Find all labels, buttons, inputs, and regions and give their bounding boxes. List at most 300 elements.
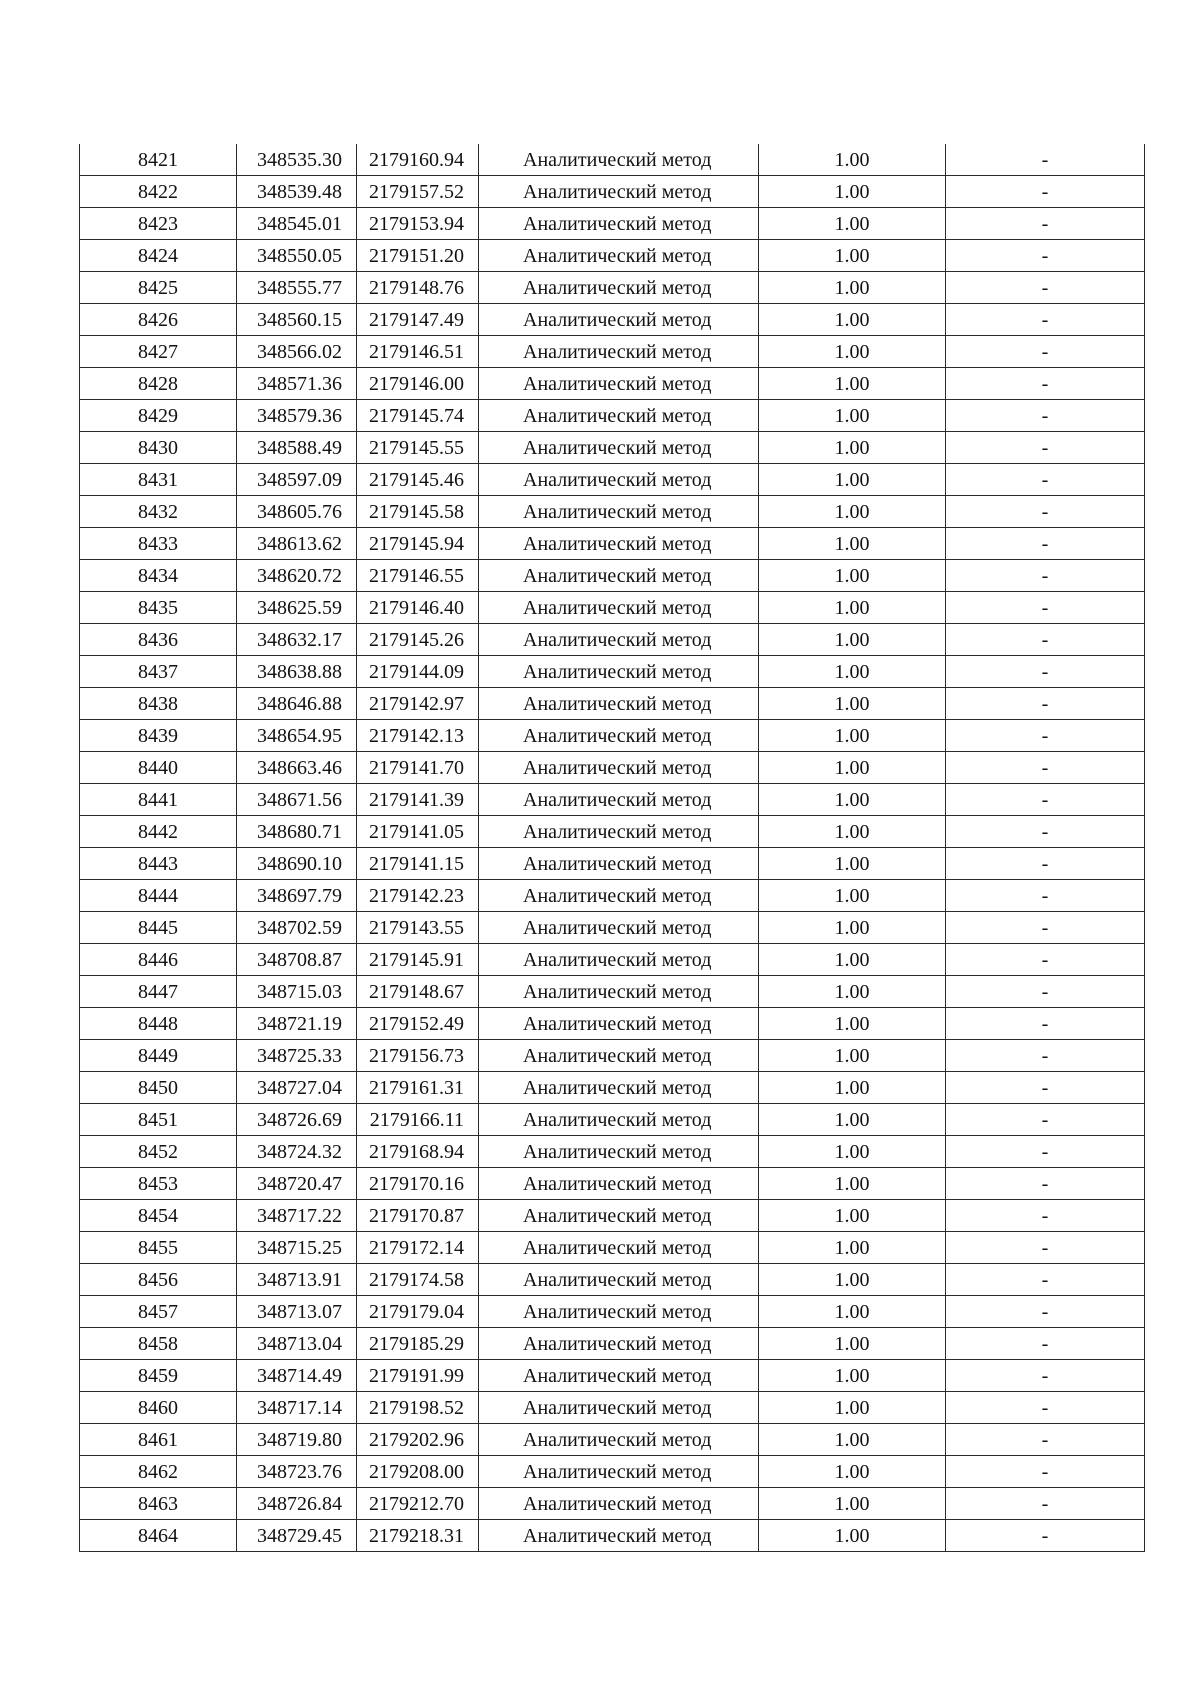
x-coordinate-cell: 348625.59 xyxy=(237,592,357,624)
x-coordinate-cell: 348727.04 xyxy=(237,1072,357,1104)
x-coordinate-cell: 348713.04 xyxy=(237,1328,357,1360)
note-cell: - xyxy=(946,1136,1145,1168)
x-coordinate-cell: 348620.72 xyxy=(237,560,357,592)
accuracy-cell: 1.00 xyxy=(759,720,946,752)
y-coordinate-cell: 2179142.97 xyxy=(357,688,479,720)
x-coordinate-cell: 348697.79 xyxy=(237,880,357,912)
table-row xyxy=(80,528,1145,560)
note-cell: - xyxy=(946,560,1145,592)
note-cell: - xyxy=(946,1488,1145,1520)
method-cell: Аналитический метод xyxy=(479,560,759,592)
note-cell: - xyxy=(946,1328,1145,1360)
y-coordinate-cell: 2179174.58 xyxy=(357,1264,479,1296)
accuracy-cell: 1.00 xyxy=(759,1136,946,1168)
point-number-cell: 8442 xyxy=(80,816,237,848)
method-cell: Аналитический метод xyxy=(479,1072,759,1104)
table-row xyxy=(80,1168,1145,1200)
method-cell: Аналитический метод xyxy=(479,1424,759,1456)
table-row xyxy=(80,784,1145,816)
method-cell: Аналитический метод xyxy=(479,816,759,848)
point-number-cell: 8426 xyxy=(80,304,237,336)
x-coordinate-cell: 348535.30 xyxy=(237,144,357,176)
method-cell: Аналитический метод xyxy=(479,400,759,432)
point-number-cell: 8422 xyxy=(80,176,237,208)
method-cell: Аналитический метод xyxy=(479,1296,759,1328)
y-coordinate-cell: 2179147.49 xyxy=(357,304,479,336)
y-coordinate-cell: 2179148.76 xyxy=(357,272,479,304)
note-cell: - xyxy=(946,944,1145,976)
method-cell: Аналитический метод xyxy=(479,752,759,784)
table-row xyxy=(80,656,1145,688)
point-number-cell: 8459 xyxy=(80,1360,237,1392)
table-row xyxy=(80,1008,1145,1040)
y-coordinate-cell: 2179191.99 xyxy=(357,1360,479,1392)
x-coordinate-cell: 348726.69 xyxy=(237,1104,357,1136)
point-number-cell: 8453 xyxy=(80,1168,237,1200)
y-coordinate-cell: 2179151.20 xyxy=(357,240,479,272)
point-number-cell: 8447 xyxy=(80,976,237,1008)
accuracy-cell: 1.00 xyxy=(759,1040,946,1072)
x-coordinate-cell: 348588.49 xyxy=(237,432,357,464)
table-row xyxy=(80,208,1145,240)
accuracy-cell: 1.00 xyxy=(759,528,946,560)
accuracy-cell: 1.00 xyxy=(759,1424,946,1456)
point-number-cell: 8432 xyxy=(80,496,237,528)
accuracy-cell: 1.00 xyxy=(759,1104,946,1136)
note-cell: - xyxy=(946,1232,1145,1264)
note-cell: - xyxy=(946,1264,1145,1296)
x-coordinate-cell: 348671.56 xyxy=(237,784,357,816)
method-cell: Аналитический метод xyxy=(479,1264,759,1296)
y-coordinate-cell: 2179148.67 xyxy=(357,976,479,1008)
note-cell: - xyxy=(946,624,1145,656)
accuracy-cell: 1.00 xyxy=(759,1360,946,1392)
y-coordinate-cell: 2179160.94 xyxy=(357,144,479,176)
y-coordinate-cell: 2179146.55 xyxy=(357,560,479,592)
accuracy-cell: 1.00 xyxy=(759,912,946,944)
point-number-cell: 8429 xyxy=(80,400,237,432)
y-coordinate-cell: 2179145.46 xyxy=(357,464,479,496)
x-coordinate-cell: 348720.47 xyxy=(237,1168,357,1200)
method-cell: Аналитический метод xyxy=(479,1008,759,1040)
point-number-cell: 8435 xyxy=(80,592,237,624)
method-cell: Аналитический метод xyxy=(479,176,759,208)
method-cell: Аналитический метод xyxy=(479,272,759,304)
x-coordinate-cell: 348680.71 xyxy=(237,816,357,848)
x-coordinate-cell: 348550.05 xyxy=(237,240,357,272)
y-coordinate-cell: 2179145.94 xyxy=(357,528,479,560)
note-cell: - xyxy=(946,1200,1145,1232)
accuracy-cell: 1.00 xyxy=(759,560,946,592)
x-coordinate-cell: 348725.33 xyxy=(237,1040,357,1072)
table-row xyxy=(80,1328,1145,1360)
y-coordinate-cell: 2179157.52 xyxy=(357,176,479,208)
method-cell: Аналитический метод xyxy=(479,784,759,816)
accuracy-cell: 1.00 xyxy=(759,1072,946,1104)
note-cell: - xyxy=(946,144,1145,176)
coordinates-table xyxy=(79,144,1145,1552)
x-coordinate-cell: 348708.87 xyxy=(237,944,357,976)
method-cell: Аналитический метод xyxy=(479,688,759,720)
note-cell: - xyxy=(946,304,1145,336)
x-coordinate-cell: 348721.19 xyxy=(237,1008,357,1040)
method-cell: Аналитический метод xyxy=(479,976,759,1008)
y-coordinate-cell: 2179202.96 xyxy=(357,1424,479,1456)
note-cell: - xyxy=(946,1104,1145,1136)
accuracy-cell: 1.00 xyxy=(759,1392,946,1424)
table-row xyxy=(80,272,1145,304)
y-coordinate-cell: 2179161.31 xyxy=(357,1072,479,1104)
y-coordinate-cell: 2179145.58 xyxy=(357,496,479,528)
method-cell: Аналитический метод xyxy=(479,1040,759,1072)
point-number-cell: 8427 xyxy=(80,336,237,368)
x-coordinate-cell: 348726.84 xyxy=(237,1488,357,1520)
method-cell: Аналитический метод xyxy=(479,656,759,688)
method-cell: Аналитический метод xyxy=(479,528,759,560)
method-cell: Аналитический метод xyxy=(479,624,759,656)
accuracy-cell: 1.00 xyxy=(759,1008,946,1040)
point-number-cell: 8448 xyxy=(80,1008,237,1040)
y-coordinate-cell: 2179185.29 xyxy=(357,1328,479,1360)
accuracy-cell: 1.00 xyxy=(759,1520,946,1552)
point-number-cell: 8440 xyxy=(80,752,237,784)
point-number-cell: 8430 xyxy=(80,432,237,464)
method-cell: Аналитический метод xyxy=(479,1136,759,1168)
method-cell: Аналитический метод xyxy=(479,304,759,336)
accuracy-cell: 1.00 xyxy=(759,336,946,368)
table-row xyxy=(80,496,1145,528)
x-coordinate-cell: 348560.15 xyxy=(237,304,357,336)
x-coordinate-cell: 348597.09 xyxy=(237,464,357,496)
table-row xyxy=(80,1360,1145,1392)
accuracy-cell: 1.00 xyxy=(759,240,946,272)
table-row xyxy=(80,336,1145,368)
accuracy-cell: 1.00 xyxy=(759,1168,946,1200)
y-coordinate-cell: 2179179.04 xyxy=(357,1296,479,1328)
x-coordinate-cell: 348713.07 xyxy=(237,1296,357,1328)
y-coordinate-cell: 2179141.39 xyxy=(357,784,479,816)
accuracy-cell: 1.00 xyxy=(759,432,946,464)
x-coordinate-cell: 348715.03 xyxy=(237,976,357,1008)
table-row xyxy=(80,368,1145,400)
x-coordinate-cell: 348715.25 xyxy=(237,1232,357,1264)
table-row xyxy=(80,176,1145,208)
table-row xyxy=(80,432,1145,464)
method-cell: Аналитический метод xyxy=(479,1360,759,1392)
x-coordinate-cell: 348566.02 xyxy=(237,336,357,368)
accuracy-cell: 1.00 xyxy=(759,496,946,528)
note-cell: - xyxy=(946,1424,1145,1456)
point-number-cell: 8446 xyxy=(80,944,237,976)
method-cell: Аналитический метод xyxy=(479,496,759,528)
accuracy-cell: 1.00 xyxy=(759,688,946,720)
method-cell: Аналитический метод xyxy=(479,144,759,176)
y-coordinate-cell: 2179141.15 xyxy=(357,848,479,880)
note-cell: - xyxy=(946,208,1145,240)
point-number-cell: 8463 xyxy=(80,1488,237,1520)
table-row xyxy=(80,976,1145,1008)
note-cell: - xyxy=(946,432,1145,464)
accuracy-cell: 1.00 xyxy=(759,1264,946,1296)
method-cell: Аналитический метод xyxy=(479,592,759,624)
method-cell: Аналитический метод xyxy=(479,944,759,976)
table-row xyxy=(80,1264,1145,1296)
x-coordinate-cell: 348723.76 xyxy=(237,1456,357,1488)
method-cell: Аналитический метод xyxy=(479,464,759,496)
y-coordinate-cell: 2179156.73 xyxy=(357,1040,479,1072)
note-cell: - xyxy=(946,1040,1145,1072)
note-cell: - xyxy=(946,1296,1145,1328)
accuracy-cell: 1.00 xyxy=(759,208,946,240)
y-coordinate-cell: 2179142.23 xyxy=(357,880,479,912)
method-cell: Аналитический метод xyxy=(479,1392,759,1424)
method-cell: Аналитический метод xyxy=(479,208,759,240)
method-cell: Аналитический метод xyxy=(479,240,759,272)
accuracy-cell: 1.00 xyxy=(759,368,946,400)
point-number-cell: 8444 xyxy=(80,880,237,912)
method-cell: Аналитический метод xyxy=(479,1328,759,1360)
note-cell: - xyxy=(946,240,1145,272)
method-cell: Аналитический метод xyxy=(479,1168,759,1200)
point-number-cell: 8457 xyxy=(80,1296,237,1328)
method-cell: Аналитический метод xyxy=(479,336,759,368)
method-cell: Аналитический метод xyxy=(479,1456,759,1488)
accuracy-cell: 1.00 xyxy=(759,592,946,624)
note-cell: - xyxy=(946,848,1145,880)
table-row xyxy=(80,144,1145,176)
table-row xyxy=(80,1488,1145,1520)
method-cell: Аналитический метод xyxy=(479,880,759,912)
note-cell: - xyxy=(946,688,1145,720)
x-coordinate-cell: 348719.80 xyxy=(237,1424,357,1456)
y-coordinate-cell: 2179170.87 xyxy=(357,1200,479,1232)
method-cell: Аналитический метод xyxy=(479,1520,759,1552)
point-number-cell: 8451 xyxy=(80,1104,237,1136)
x-coordinate-cell: 348713.91 xyxy=(237,1264,357,1296)
method-cell: Аналитический метод xyxy=(479,1232,759,1264)
y-coordinate-cell: 2179143.55 xyxy=(357,912,479,944)
table-row xyxy=(80,240,1145,272)
accuracy-cell: 1.00 xyxy=(759,144,946,176)
note-cell: - xyxy=(946,272,1145,304)
y-coordinate-cell: 2179146.40 xyxy=(357,592,479,624)
y-coordinate-cell: 2179166.11 xyxy=(357,1104,479,1136)
note-cell: - xyxy=(946,464,1145,496)
y-coordinate-cell: 2179168.94 xyxy=(357,1136,479,1168)
x-coordinate-cell: 348690.10 xyxy=(237,848,357,880)
table-row xyxy=(80,848,1145,880)
point-number-cell: 8461 xyxy=(80,1424,237,1456)
note-cell: - xyxy=(946,1072,1145,1104)
x-coordinate-cell: 348613.62 xyxy=(237,528,357,560)
x-coordinate-cell: 348605.76 xyxy=(237,496,357,528)
point-number-cell: 8421 xyxy=(80,144,237,176)
note-cell: - xyxy=(946,880,1145,912)
point-number-cell: 8436 xyxy=(80,624,237,656)
table-row xyxy=(80,1136,1145,1168)
accuracy-cell: 1.00 xyxy=(759,400,946,432)
x-coordinate-cell: 348714.49 xyxy=(237,1360,357,1392)
x-coordinate-cell: 348646.88 xyxy=(237,688,357,720)
note-cell: - xyxy=(946,1008,1145,1040)
x-coordinate-cell: 348654.95 xyxy=(237,720,357,752)
note-cell: - xyxy=(946,336,1145,368)
x-coordinate-cell: 348729.45 xyxy=(237,1520,357,1552)
point-number-cell: 8431 xyxy=(80,464,237,496)
accuracy-cell: 1.00 xyxy=(759,1328,946,1360)
y-coordinate-cell: 2179152.49 xyxy=(357,1008,479,1040)
table-row xyxy=(80,304,1145,336)
note-cell: - xyxy=(946,496,1145,528)
accuracy-cell: 1.00 xyxy=(759,944,946,976)
table-row xyxy=(80,1296,1145,1328)
x-coordinate-cell: 348571.36 xyxy=(237,368,357,400)
point-number-cell: 8456 xyxy=(80,1264,237,1296)
y-coordinate-cell: 2179146.00 xyxy=(357,368,479,400)
accuracy-cell: 1.00 xyxy=(759,1232,946,1264)
table-row xyxy=(80,624,1145,656)
table-row xyxy=(80,1392,1145,1424)
note-cell: - xyxy=(946,976,1145,1008)
table-row xyxy=(80,1424,1145,1456)
y-coordinate-cell: 2179218.31 xyxy=(357,1520,479,1552)
x-coordinate-cell: 348717.14 xyxy=(237,1392,357,1424)
table-row xyxy=(80,688,1145,720)
point-number-cell: 8462 xyxy=(80,1456,237,1488)
table-row xyxy=(80,1104,1145,1136)
point-number-cell: 8443 xyxy=(80,848,237,880)
x-coordinate-cell: 348555.77 xyxy=(237,272,357,304)
note-cell: - xyxy=(946,528,1145,560)
method-cell: Аналитический метод xyxy=(479,1104,759,1136)
note-cell: - xyxy=(946,912,1145,944)
x-coordinate-cell: 348545.01 xyxy=(237,208,357,240)
accuracy-cell: 1.00 xyxy=(759,784,946,816)
y-coordinate-cell: 2179145.91 xyxy=(357,944,479,976)
y-coordinate-cell: 2179145.74 xyxy=(357,400,479,432)
note-cell: - xyxy=(946,1456,1145,1488)
note-cell: - xyxy=(946,784,1145,816)
note-cell: - xyxy=(946,176,1145,208)
note-cell: - xyxy=(946,400,1145,432)
method-cell: Аналитический метод xyxy=(479,368,759,400)
y-coordinate-cell: 2179172.14 xyxy=(357,1232,479,1264)
point-number-cell: 8439 xyxy=(80,720,237,752)
table-row xyxy=(80,1232,1145,1264)
note-cell: - xyxy=(946,1520,1145,1552)
x-coordinate-cell: 348663.46 xyxy=(237,752,357,784)
note-cell: - xyxy=(946,720,1145,752)
accuracy-cell: 1.00 xyxy=(759,1488,946,1520)
table-row xyxy=(80,752,1145,784)
accuracy-cell: 1.00 xyxy=(759,464,946,496)
point-number-cell: 8452 xyxy=(80,1136,237,1168)
y-coordinate-cell: 2179145.26 xyxy=(357,624,479,656)
accuracy-cell: 1.00 xyxy=(759,272,946,304)
accuracy-cell: 1.00 xyxy=(759,1296,946,1328)
x-coordinate-cell: 348724.32 xyxy=(237,1136,357,1168)
x-coordinate-cell: 348702.59 xyxy=(237,912,357,944)
point-number-cell: 8460 xyxy=(80,1392,237,1424)
table-row xyxy=(80,816,1145,848)
table-row xyxy=(80,720,1145,752)
accuracy-cell: 1.00 xyxy=(759,1200,946,1232)
table-row xyxy=(80,880,1145,912)
y-coordinate-cell: 2179170.16 xyxy=(357,1168,479,1200)
x-coordinate-cell: 348632.17 xyxy=(237,624,357,656)
accuracy-cell: 1.00 xyxy=(759,848,946,880)
point-number-cell: 8437 xyxy=(80,656,237,688)
coordinates-table-body xyxy=(80,144,1145,1552)
point-number-cell: 8449 xyxy=(80,1040,237,1072)
accuracy-cell: 1.00 xyxy=(759,752,946,784)
table-row xyxy=(80,912,1145,944)
method-cell: Аналитический метод xyxy=(479,912,759,944)
note-cell: - xyxy=(946,752,1145,784)
y-coordinate-cell: 2179142.13 xyxy=(357,720,479,752)
method-cell: Аналитический метод xyxy=(479,848,759,880)
note-cell: - xyxy=(946,816,1145,848)
y-coordinate-cell: 2179141.05 xyxy=(357,816,479,848)
y-coordinate-cell: 2179144.09 xyxy=(357,656,479,688)
y-coordinate-cell: 2179208.00 xyxy=(357,1456,479,1488)
point-number-cell: 8454 xyxy=(80,1200,237,1232)
point-number-cell: 8425 xyxy=(80,272,237,304)
y-coordinate-cell: 2179198.52 xyxy=(357,1392,479,1424)
y-coordinate-cell: 2179212.70 xyxy=(357,1488,479,1520)
point-number-cell: 8434 xyxy=(80,560,237,592)
point-number-cell: 8455 xyxy=(80,1232,237,1264)
point-number-cell: 8464 xyxy=(80,1520,237,1552)
point-number-cell: 8438 xyxy=(80,688,237,720)
point-number-cell: 8433 xyxy=(80,528,237,560)
accuracy-cell: 1.00 xyxy=(759,880,946,912)
point-number-cell: 8441 xyxy=(80,784,237,816)
method-cell: Аналитический метод xyxy=(479,432,759,464)
point-number-cell: 8445 xyxy=(80,912,237,944)
table-row xyxy=(80,1520,1145,1552)
note-cell: - xyxy=(946,368,1145,400)
note-cell: - xyxy=(946,1392,1145,1424)
accuracy-cell: 1.00 xyxy=(759,976,946,1008)
table-row xyxy=(80,464,1145,496)
note-cell: - xyxy=(946,656,1145,688)
note-cell: - xyxy=(946,592,1145,624)
x-coordinate-cell: 348638.88 xyxy=(237,656,357,688)
table-row xyxy=(80,1040,1145,1072)
note-cell: - xyxy=(946,1360,1145,1392)
accuracy-cell: 1.00 xyxy=(759,656,946,688)
table-row xyxy=(80,560,1145,592)
table-row xyxy=(80,1200,1145,1232)
table-row xyxy=(80,1456,1145,1488)
accuracy-cell: 1.00 xyxy=(759,176,946,208)
table-row xyxy=(80,400,1145,432)
point-number-cell: 8450 xyxy=(80,1072,237,1104)
y-coordinate-cell: 2179145.55 xyxy=(357,432,479,464)
method-cell: Аналитический метод xyxy=(479,720,759,752)
y-coordinate-cell: 2179153.94 xyxy=(357,208,479,240)
point-number-cell: 8458 xyxy=(80,1328,237,1360)
table-row xyxy=(80,944,1145,976)
note-cell: - xyxy=(946,1168,1145,1200)
accuracy-cell: 1.00 xyxy=(759,816,946,848)
accuracy-cell: 1.00 xyxy=(759,1456,946,1488)
table-row xyxy=(80,1072,1145,1104)
x-coordinate-cell: 348717.22 xyxy=(237,1200,357,1232)
accuracy-cell: 1.00 xyxy=(759,624,946,656)
table-row xyxy=(80,592,1145,624)
